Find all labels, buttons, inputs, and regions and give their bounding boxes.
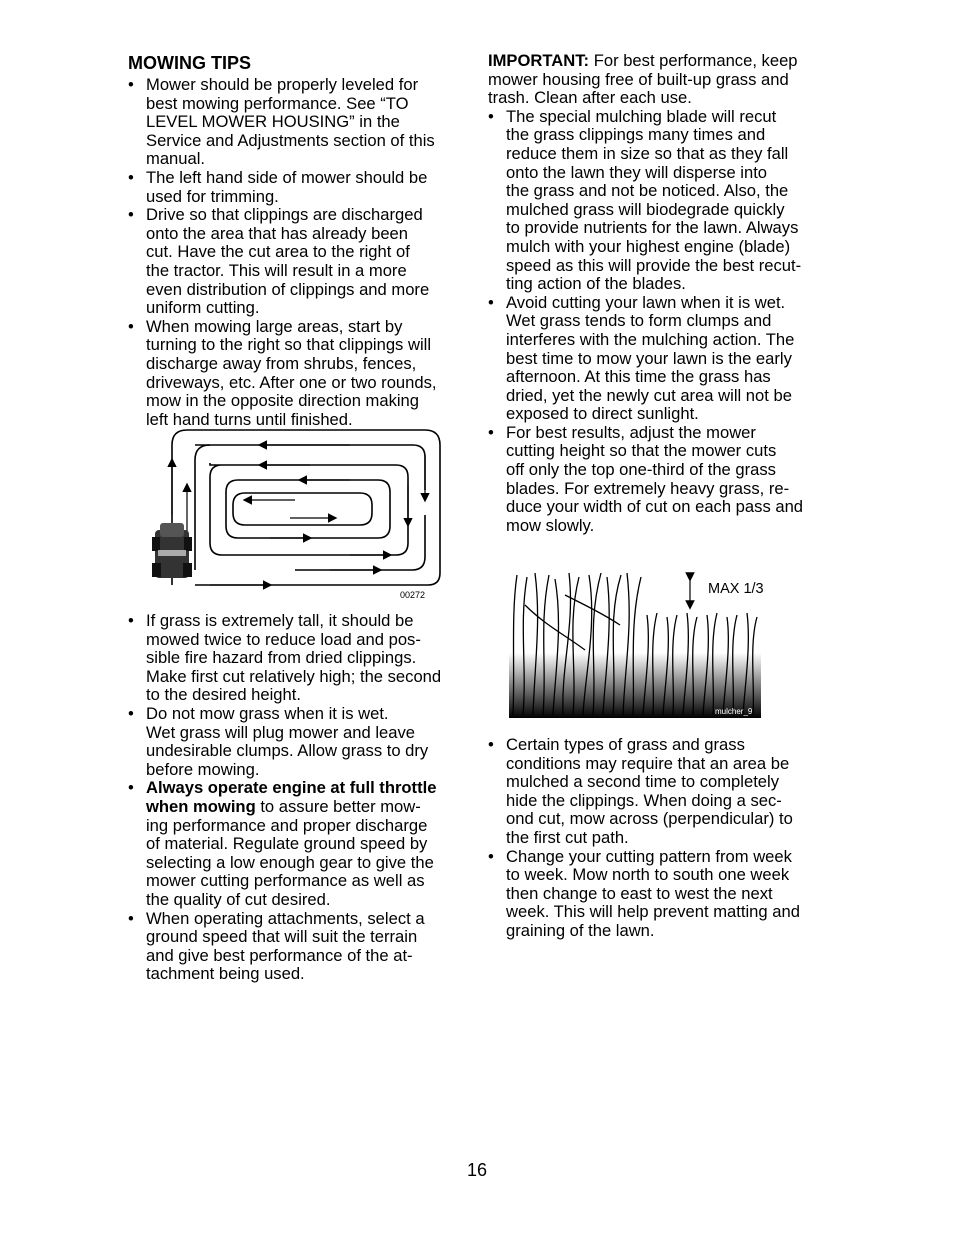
section-heading: MOWING TIPS xyxy=(128,53,251,73)
mowing-pattern-figure xyxy=(150,425,445,605)
mowing-tips-list-top xyxy=(128,76,468,429)
list-item: • The special mulching blade will recut the grass clippings many times and reduce them in size so that as they fall onto the lawn they will disperse into the grass and not be noticed. Also, the mulched grass will biodegrade quickly to provide nutrients for the lawn. Always mulch with your highest engine (blade) speed as this will provide the best recut- ting action of the blades. xyxy=(488,108,830,294)
left-column-bottom xyxy=(128,612,468,984)
list-item: • If grass is extremely tall, it should be mowed twice to reduce load and pos- sible fire hazard from dried clippings. Make first cut relatively high; the second to the desired height. xyxy=(128,612,468,705)
list-item: • Mower should be properly leveled for best mowing performance. See “TO LEVEL MOWER HOUSING” in the Service and Adjustments section of this manual. xyxy=(128,76,468,169)
throttle-warning-text: to assure better mow- ing performance and proper discharge of material. Regulate ground speed by selecting a low enough gear to give the mower cutting performance as well as the quality of cut desired. xyxy=(146,796,434,909)
important-text: For best performance, keep mower housing free of built-up grass and trash. Clean after each use. xyxy=(488,51,798,108)
list-item: • When operating attachments, select a ground speed that will suit the terrain and give best performance of the at- tachment being used. xyxy=(128,910,468,984)
important-note xyxy=(488,52,830,108)
list-item: • The left hand side of mower should be used for trimming. xyxy=(128,169,468,206)
grass-height-figure xyxy=(505,565,775,725)
list-item: • Change your cutting pattern from week to week. Mow north to south one week then change to east to west the next week. This will help prevent matting and graining of the lawn. xyxy=(488,848,830,941)
max-height-label: MAX 1/3 xyxy=(708,581,764,597)
figure-code: mulcher_9 xyxy=(715,707,753,716)
mulching-tips-list-top xyxy=(488,108,830,536)
list-item: • When mowing large areas, start by turning to the right so that clippings will discharge away from shrubs, fences, driveways, etc. After one or two rounds, mow in the opposite direction making left hand turns until finished. xyxy=(128,318,468,430)
tractor-icon xyxy=(152,523,192,578)
list-item: • Avoid cutting your lawn when it is wet. Wet grass tends to form clumps and interferes with the mulching action. The best time to mow your lawn is the early afternoon. At this time the grass has dried, yet the newly cut area will not be exposed to direct sunlight. xyxy=(488,294,830,424)
list-item: • Drive so that clippings are discharged onto the area that has already been cut. Have the cut area to the right of the tractor. This will result in a more even distribution of clippings and more uniform cutting. xyxy=(128,206,468,318)
figure-code: 00272 xyxy=(400,590,426,600)
mowing-pattern-diagram xyxy=(150,425,445,605)
list-item: • For best results, adjust the mower cutting height so that the mower cuts off only the top one-third of the grass blades. For extremely heavy grass, re- duce your width of cut on each pass and mow slowly. xyxy=(488,424,830,536)
important-label: IMPORTANT: xyxy=(488,51,590,70)
right-column-bottom xyxy=(488,736,830,941)
list-item: • Do not mow grass when it is wet. Wet grass will plug mower and leave undesirable clumps. Allow grass to dry before mowing. xyxy=(128,705,468,779)
mulching-tips-list-bottom xyxy=(488,736,830,941)
throttle-warning-bold: Always operate engine at full throttle when mowing xyxy=(146,778,437,816)
page-number: 16 xyxy=(466,1160,488,1180)
left-column xyxy=(128,52,468,429)
list-item-throttle xyxy=(128,779,468,909)
right-column xyxy=(488,52,830,535)
list-item: • Certain types of grass and grass conditions may require that an area be mulched a second time to completely hide the clippings. When doing a sec- ond cut, mow across (perpendicular) to the first cut path. xyxy=(488,736,830,848)
mowing-tips-list-bottom xyxy=(128,612,468,984)
